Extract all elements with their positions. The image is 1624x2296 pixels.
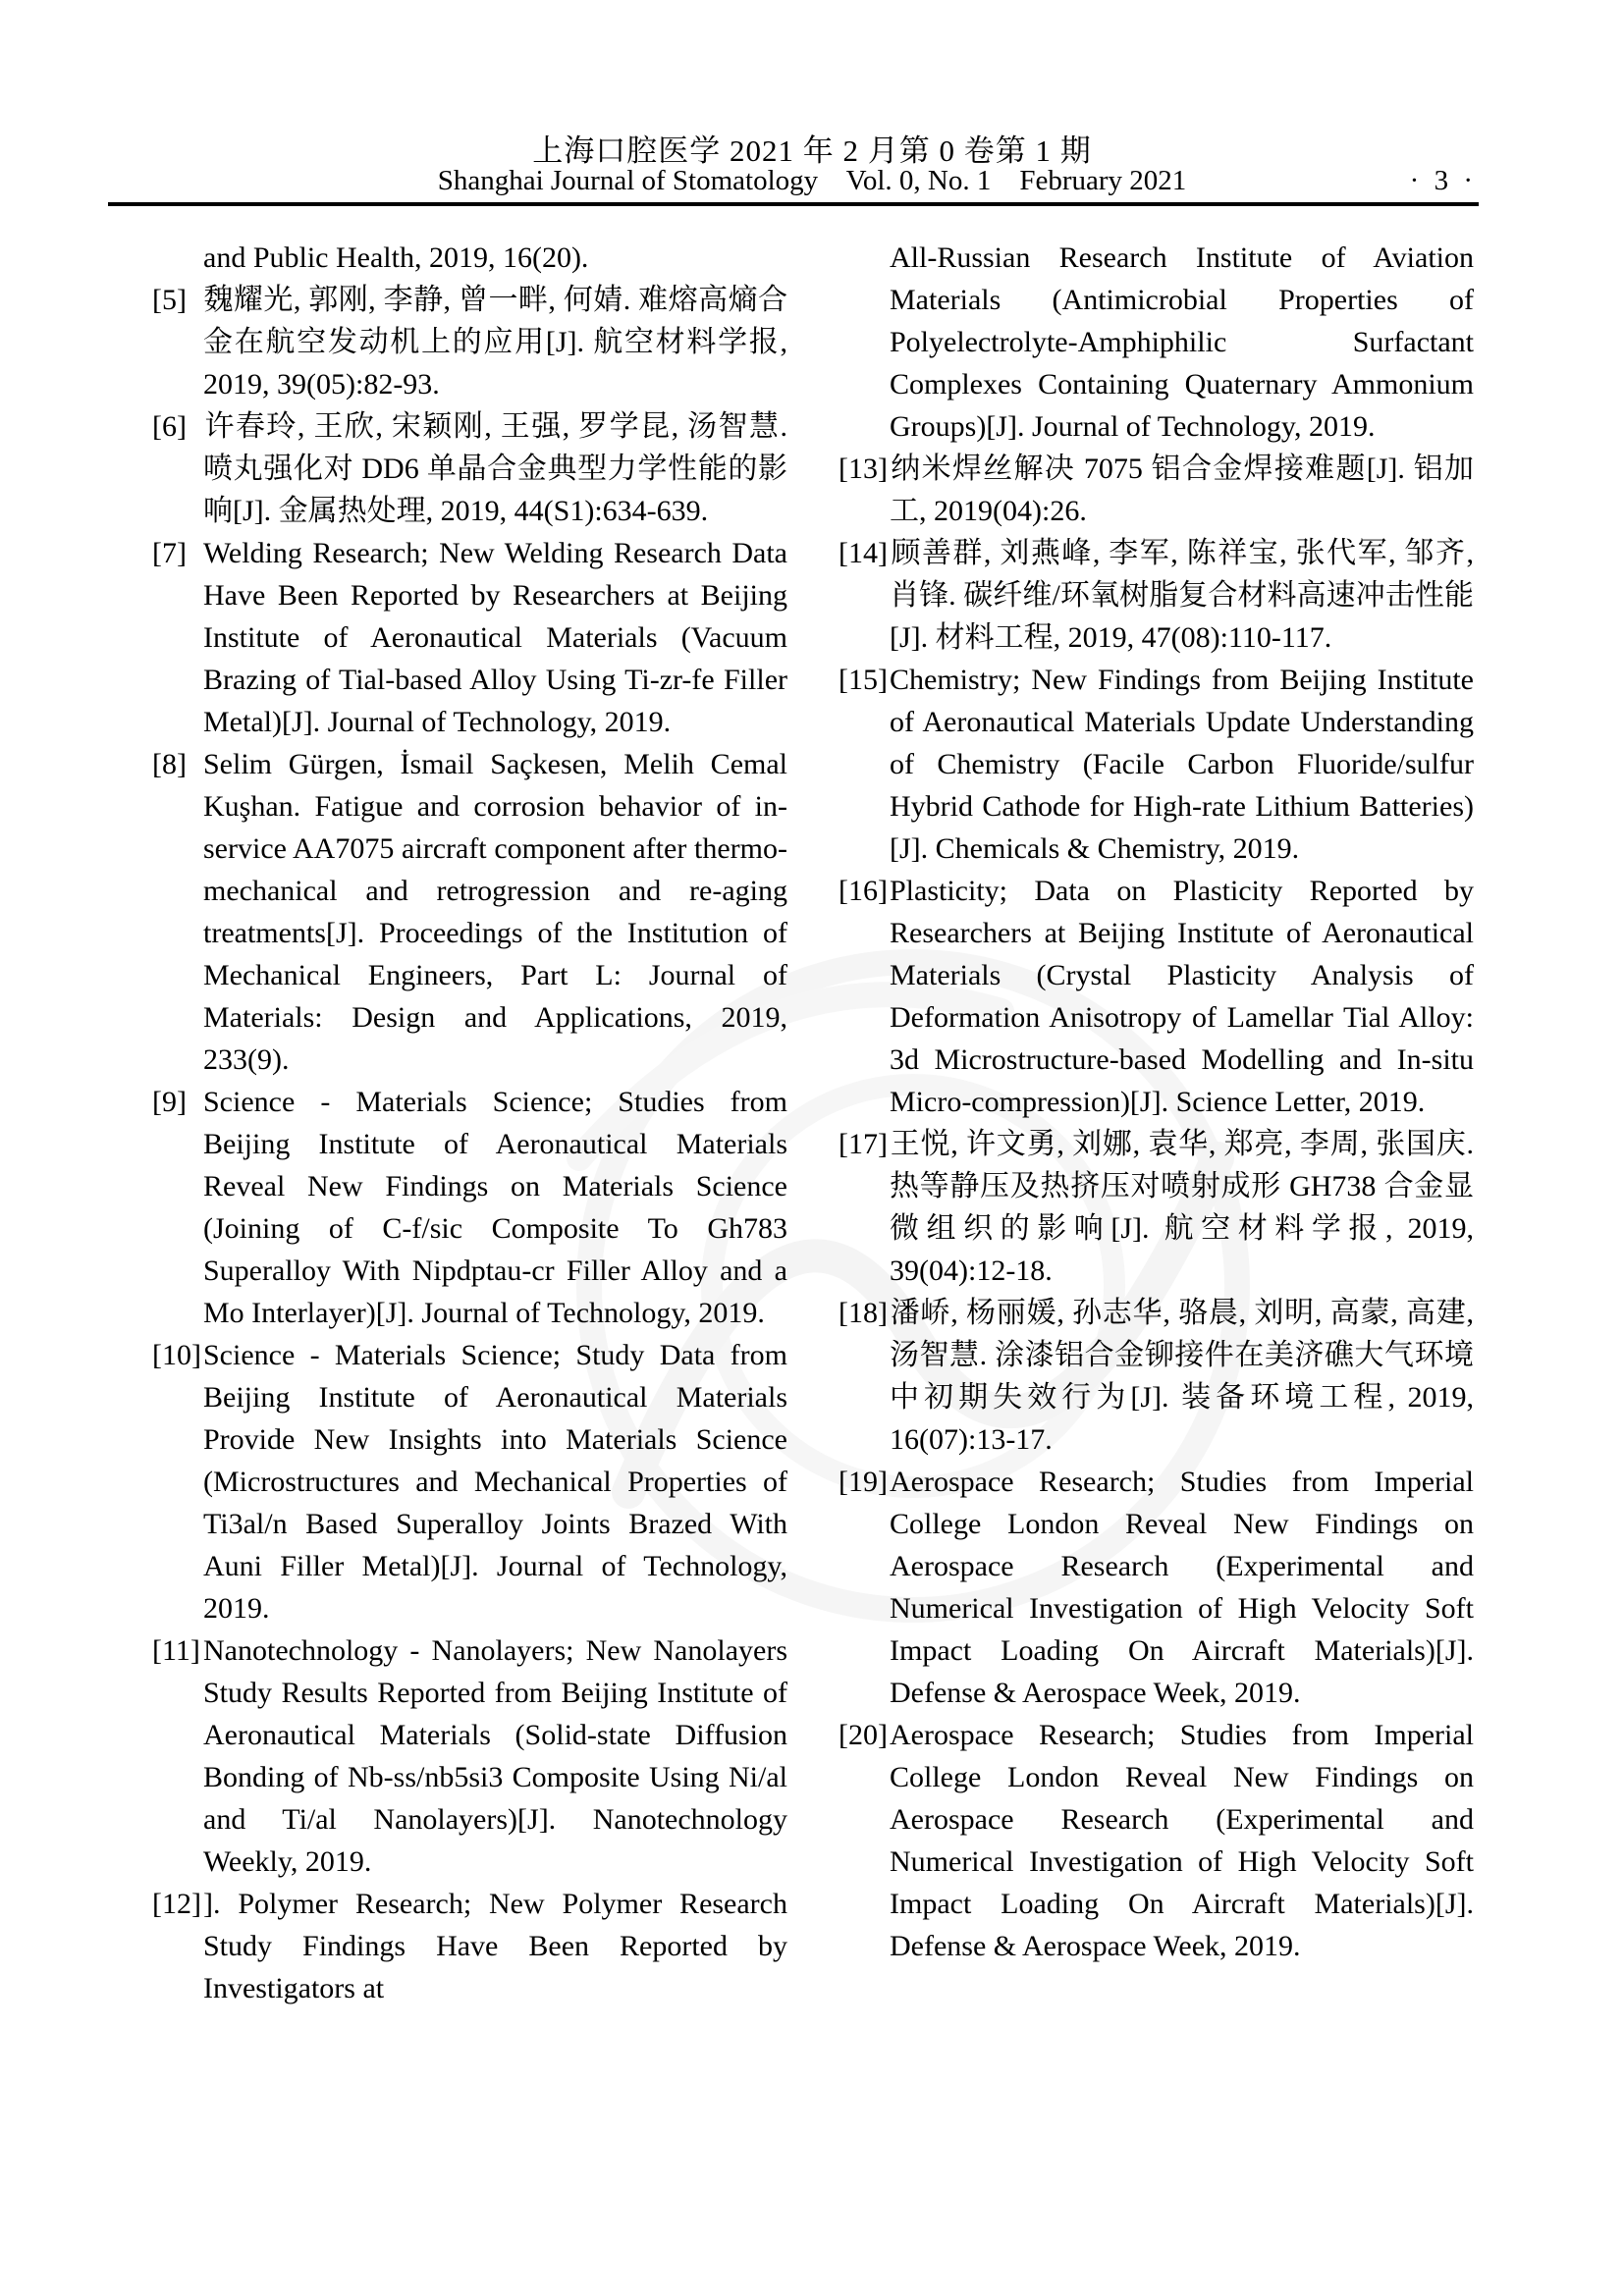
reference-text: Plasticity; Data on Plasticity Reported by Researchers at Beijing Institute of Aeronautical Materials (Crystal Plasticity Analysis of Deformation Anisotropy of Lamellar Tial Alloy: 3d Microstructure-based Modelling and In-situ Micro-compression)[J]. Science Letter, 2019. <box>890 875 1474 1118</box>
reference-item <box>152 1081 787 1334</box>
page-number: · 3 · <box>1409 165 1477 196</box>
references-section <box>152 237 1474 2009</box>
reference-label: [10] <box>152 1339 201 1371</box>
reference-text: Nanotechnology - Nanolayers; New Nanolayers Study Results Reported from Beijing Institute of Aeronautical Materials (Solid-state Diffusion Bonding of Nb-ss/nb5si3 Composite Using Ni/al and Ti/al Nanolayers)[J]. Nanotechnology Weekly, 2019. <box>203 1634 787 1878</box>
reference-label: [20] <box>839 1719 888 1751</box>
reference-item <box>839 1714 1474 1967</box>
reference-label: [14] <box>839 537 888 569</box>
reference-item <box>839 659 1474 870</box>
reference-text: All-Russian Research Institute of Aviation Materials (Antimicrobial Properties of Polyelectrolyte-Amphiphilic Surfactant Complexes Containing Quaternary Ammonium Groups)[J]. Journal of Technology, 2019. <box>890 241 1474 443</box>
reference-text: 魏耀光, 郭刚, 李静, 曾一畔, 何婧. 难熔高熵合金在航空发动机上的应用[J]. 航空材料学报, 2019, 39(05):82-93. <box>203 284 787 400</box>
reference-item <box>152 405 787 532</box>
references-left-column <box>152 237 787 2009</box>
reference-label: [19] <box>839 1466 888 1498</box>
references-right-column <box>839 237 1474 1967</box>
journal-title-cn: 上海口腔医学 2021 年 2 月第 0 卷第 1 期 <box>532 133 1092 168</box>
reference-text: Science - Materials Science; Study Data from Beijing Institute of Aeronautical Materials Provide New Insights into Materials Science (Microstructures and Mechanical Properties of Ti3al/n Based Superalloy Joints Brazed With Auni Filler Metal)[J]. Journal of Technology, 2019. <box>203 1339 787 1625</box>
reference-label: [17] <box>839 1128 888 1160</box>
reference-item <box>839 1292 1474 1461</box>
reference-label: [8] <box>152 748 187 780</box>
reference-text: 潘峤, 杨丽媛, 孙志华, 骆晨, 刘明, 高蒙, 高建, 汤智慧. 涂漆铝合金铆接件在美济礁大气环境中初期失效行为[J]. 装备环境工程, 2019, 16(07):13-17. <box>890 1297 1474 1456</box>
reference-text: Science - Materials Science; Studies from Beijing Institute of Aeronautical Materials Reveal New Findings on Materials Science (Joining of C-f/sic Composite To Gh783 Superalloy With Nipdptau-cr Filler Alloy and a Mo Interlayer)[J]. Journal of Technology, 2019. <box>203 1086 787 1329</box>
reference-label: [16] <box>839 875 888 907</box>
reference-text: 王悦, 许文勇, 刘娜, 袁华, 郑亮, 李周, 张国庆. 热等静压及热挤压对喷射成形 GH738 合金显微组织的影响[J]. 航空材料学报, 2019, 39(04):12-18. <box>890 1128 1474 1287</box>
reference-text: Chemistry; New Findings from Beijing Institute of Aeronautical Materials Update Understanding of Chemistry (Facile Carbon Fluoride/sulfur Hybrid Cathode for High-rate Lithium Batteries)[J]. Chemicals & Chemistry, 2019. <box>890 664 1474 865</box>
reference-text: 纳米焊丝解决 7075 铝合金焊接难题[J]. 铝加工, 2019(04):26. <box>890 453 1474 527</box>
reference-item <box>839 448 1474 532</box>
reference-item <box>839 1123 1474 1292</box>
reference-label: [6] <box>152 410 187 443</box>
reference-text: Welding Research; New Welding Research Data Have Been Reported by Researchers at Beijing Institute of Aeronautical Materials (Vacuum Brazing of Tial-based Alloy Using Ti-zr-fe Filler Metal)[J]. Journal of Technology, 2019. <box>203 537 787 738</box>
reference-item <box>839 870 1474 1123</box>
reference-item <box>152 1883 787 2009</box>
header-rule <box>108 202 1479 206</box>
reference-item <box>152 279 787 405</box>
reference-item <box>839 532 1474 659</box>
reference-item <box>152 1629 787 1883</box>
reference-text: Aerospace Research; Studies from Imperial College London Reveal New Findings on Aerospace Research (Experimental and Numerical Investigation of High Velocity Soft Impact Loading On Aircraft Materials)[J]. Defense & Aerospace Week, 2019. <box>890 1466 1474 1709</box>
reference-label: [12] <box>152 1888 201 1920</box>
reference-label: [13] <box>839 453 888 485</box>
reference-label: [11] <box>152 1634 200 1667</box>
reference-text: Selim Gürgen, İsmail Saçkesen, Melih Cemal Kuşhan. Fatigue and corrosion behavior of in-service AA7075 aircraft component after thermo-mechanical and retrogression and re-aging treatments[J]. Proceedings of the Institution of Mechanical Engineers, Part L: Journal of Materials: Design and Applications, 2019, 233(9). <box>203 748 787 1076</box>
reference-item <box>839 1461 1474 1714</box>
reference-text: Aerospace Research; Studies from Imperial College London Reveal New Findings on Aerospace Research (Experimental and Numerical Investigation of High Velocity Soft Impact Loading On Aircraft Materials)[J]. Defense & Aerospace Week, 2019. <box>890 1719 1474 1962</box>
reference-text: 顾善群, 刘燕峰, 李军, 陈祥宝, 张代军, 邹齐, 肖锋. 碳纤维/环氧树脂复合材料高速冲击性能[J]. 材料工程, 2019, 47(08):110-117. <box>890 537 1474 654</box>
reference-label: [5] <box>152 284 187 316</box>
reference-label: [9] <box>152 1086 187 1118</box>
reference-label: [18] <box>839 1297 888 1329</box>
reference-text: and Public Health, 2019, 16(20). <box>203 241 589 274</box>
reference-item <box>152 743 787 1081</box>
reference-item <box>152 1334 787 1629</box>
journal-title-en: Shanghai Journal of Stomatology Vol. 0, No. 1 February 2021 <box>437 165 1187 196</box>
reference-text: 许春玲, 王欣, 宋颖刚, 王强, 罗学昆, 汤智慧. 喷丸强化对 DD6 单晶合金典型力学性能的影响[J]. 金属热处理, 2019, 44(S1):634-639. <box>203 410 787 527</box>
reference-item <box>152 237 787 279</box>
reference-label: [7] <box>152 537 187 569</box>
reference-item <box>839 237 1474 448</box>
reference-text: ]. Polymer Research; New Polymer Research Study Findings Have Been Reported by Investigators at <box>203 1888 787 2004</box>
reference-label: [15] <box>839 664 888 696</box>
reference-item <box>152 532 787 743</box>
